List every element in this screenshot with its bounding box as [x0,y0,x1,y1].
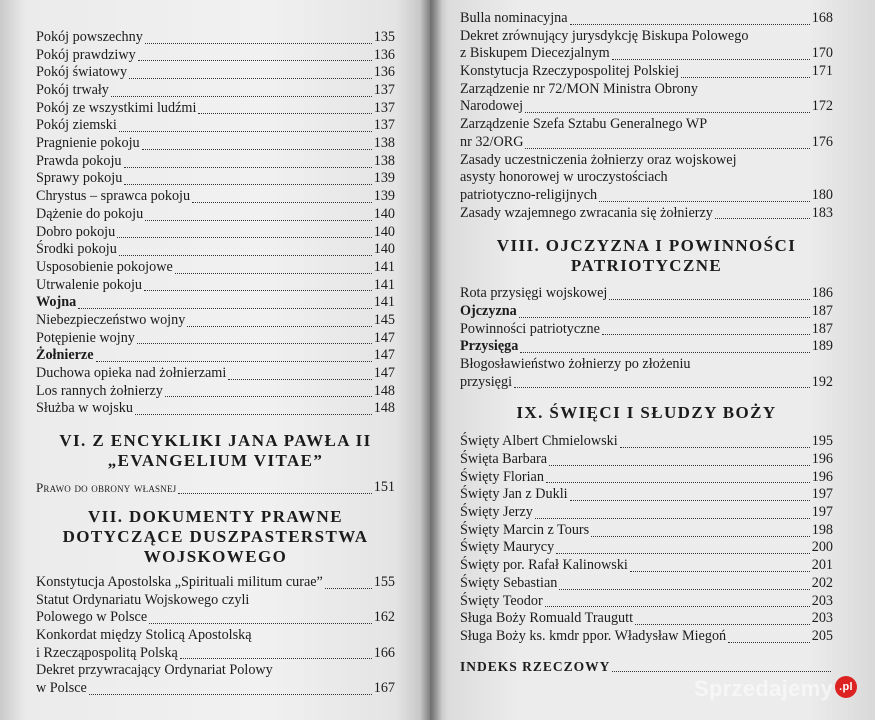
toc-entry-page: 186 [811,285,833,302]
toc-entry [36,365,395,383]
toc-entry-title: Chrystus – sprawca pokoju [36,188,191,205]
toc-entry [36,294,395,312]
watermark-badge: .pl [835,676,857,698]
dot-leader [630,563,810,572]
toc-entry [36,188,395,206]
section-8-heading-line2: PATRIOTYCZNE [570,256,723,276]
toc-entry-title: Zasady wzajemnego zwracania się żołnierzy [460,204,713,221]
dot-leader [228,371,371,380]
toc-entry-page: 147 [373,329,395,346]
toc-entry-title: i Rzecząpospolitą Polską [36,644,178,661]
toc-entry-last-line [460,45,833,63]
dot-leader [180,650,372,659]
dot-leader [198,105,371,114]
toc-entry-page: 140 [373,241,395,258]
toc-entry [460,610,833,628]
left-column [36,29,395,698]
dot-leader [178,485,371,494]
toc-entry-page: 171 [811,63,833,80]
toc-entry [460,63,833,81]
section-6-list [36,479,395,497]
toc-entry-title-line: Zarządzenie nr 72/MON Ministra Obrony [460,80,698,97]
dot-leader [715,210,810,219]
toc-entry-page: 183 [811,204,833,221]
toc-entry-page: 138 [373,135,395,152]
toc-entry [460,486,833,504]
toc-entry-title: Pokój powszechny [36,28,143,45]
dot-leader [124,159,372,168]
toc-entry-title: Duchowa opieka nad żołnierzami [36,365,227,382]
dot-leader [119,247,372,256]
toc-entry-title-line: Dekret przywracający Ordynariat Polowy [36,662,273,679]
toc-entry-title: Święty Jan z Dukli [460,486,568,503]
section-7-heading-line3: WOJSKOWEGO [143,546,288,566]
watermark-text: Sprzedajemy [693,676,833,701]
left-page [0,0,430,720]
toc-entry-title: Święty Maurycy [460,539,555,556]
toc-entry-page: 189 [811,338,833,355]
dot-leader [138,52,372,61]
dot-leader [602,326,810,335]
dot-leader [535,510,810,519]
toc-entry-page: 197 [811,504,833,521]
toc-entry-title: Przysięga [460,338,519,355]
toc-entry [36,383,395,401]
toc-entry-title: Usposobienie pokojowe [36,258,173,275]
toc-entry-title: INDEKS RZECZOWY [460,658,611,674]
toc-entry-last-line [36,574,395,592]
toc-entry-title: Powinności patriotyczne [460,320,600,337]
toc-entry [460,81,833,116]
dot-leader [545,598,810,607]
toc-entry-title: Wojna [36,294,77,311]
toc-entry-last-line [36,680,395,698]
toc-entry [460,338,833,356]
toc-entry [460,433,833,451]
section-7-list [36,574,395,698]
toc-entry-last-line [460,374,833,392]
toc-entry-page: 147 [373,365,395,382]
toc-entry-title: Święty por. Rafał Kalinowski [460,557,628,574]
toc-entry [36,400,395,418]
toc-entry-page: 147 [373,347,395,364]
toc-entry [460,522,833,540]
toc-entry [36,330,395,348]
toc-entry-page: 137 [373,99,395,116]
toc-entry [36,153,395,171]
toc-entry-title: Konstytucja Apostolska „Spirituali militum curae” [36,573,323,590]
toc-entry-title: Święty Teodor [460,592,543,609]
dot-leader [556,545,810,554]
dot-leader [620,439,810,448]
toc-entry-page: 187 [811,302,833,319]
section-7-heading-line2: DOTYCZĄCE DUSZPASTERSTWA [62,526,369,546]
toc-entry [460,10,833,28]
toc-entry-title: Pokój prawdziwy [36,46,136,63]
toc-entry-page: 196 [811,468,833,485]
toc-entry-title: Święty Marcin z Tours [460,521,590,538]
toc-entry-last-line [36,645,395,663]
toc-entry-title: patriotyczno-religijnych [460,186,598,203]
toc-entry-title-line: Konkordat między Stolicą Apostolską [36,626,252,643]
dot-leader [78,300,372,309]
dot-leader [149,615,372,624]
toc-entry-title-line: Zasady uczestniczenia żołnierzy oraz wojskowej [460,151,737,168]
dot-leader [549,457,810,466]
dot-leader [519,309,810,318]
toc-entry-page: 139 [373,188,395,205]
toc-entry-page: 202 [811,574,833,591]
dot-leader [129,70,372,79]
section-9-heading [460,403,833,423]
toc-entry-page: 167 [373,679,395,696]
toc-entry [36,47,395,65]
toc-entry [460,285,833,303]
toc-entry [36,277,395,295]
dot-leader [96,353,372,362]
toc-entry [36,64,395,82]
toc-entry-title-line: Zarządzenie Szefa Sztabu Generalnego WP [460,116,708,133]
toc-entry-page: 201 [811,557,833,574]
toc-entry-page: 203 [811,610,833,627]
toc-entry-title: Dążenie do pokoju [36,205,144,222]
toc-entry-title: Służba w wojsku [36,400,133,417]
toc-entry-title: Święty Florian [460,468,544,485]
toc-entry [36,224,395,242]
toc-entry-last-line [460,285,833,303]
toc-entry-page: 141 [373,276,395,293]
toc-entry-last-line [460,187,833,205]
toc-entry-page: 148 [373,400,395,417]
toc-entry-page: 135 [373,28,395,45]
toc-entry [460,356,833,391]
dot-leader [612,663,831,672]
toc-entry [36,312,395,330]
toc-entry-title: w Polsce [36,679,87,696]
toc-entry-title: Potępienie wojny [36,329,135,346]
section-9-heading-line1: IX. ŚWIĘCI I SŁUDZY BOŻY [516,403,777,423]
toc-entry-title: Święty Albert Chmielowski [460,433,618,450]
toc-entry-page: 148 [373,382,395,399]
toc-entry-title: Los rannych żołnierzy [36,382,163,399]
toc-entry-page: 187 [811,320,833,337]
toc-entry-page: 203 [811,592,833,609]
dot-leader [559,581,809,590]
dot-leader [187,318,371,327]
toc-entry-page: 155 [373,573,395,590]
dot-leader [119,123,372,132]
toc-entry [460,205,833,223]
dot-leader [570,16,810,25]
dot-leader [546,474,810,483]
index-entry [460,658,833,676]
toc-entry-page: 151 [373,479,395,496]
toc-entry-page: 176 [811,133,833,150]
toc-entry-page: 140 [373,223,395,240]
toc-entry [36,171,395,189]
toc-entry [460,557,833,575]
toc-entry-title: Sługa Boży Romuald Traugutt [460,610,634,627]
toc-entry [36,206,395,224]
toc-entry [460,540,833,558]
toc-entry [36,574,395,592]
dot-leader [175,265,372,274]
toc-entry-title: Bulla nominacyjna [460,9,568,26]
toc-entry [460,116,833,151]
toc-entry-page: 136 [373,64,395,81]
toc-entry-title-line: Błogosławieństwo żołnierzy po złożeniu [460,356,691,372]
toc-entry-title: Święty Sebastian [460,574,558,591]
watermark [694,676,857,702]
left-toc-list [36,29,395,418]
toc-entry-title: Prawo do obrony własnej [36,480,177,496]
toc-entry-title: Święta Barbara [460,451,548,468]
toc-entry-last-line [460,338,833,356]
dot-leader [144,282,372,291]
dot-leader [525,104,810,113]
section-8-list [460,285,833,391]
toc-entry [36,117,395,135]
dot-leader [145,35,372,44]
dot-leader [612,51,810,60]
toc-entry-page: 180 [811,186,833,203]
toc-entry [36,82,395,100]
toc-entry-title: Żołnierze [36,347,94,364]
right-page [430,0,875,720]
toc-entry-page: 141 [373,258,395,275]
section-6-heading-line2: „EVANGELIUM VITAE” [107,451,324,471]
toc-entry [460,451,833,469]
dot-leader [520,344,809,353]
toc-entry-title: Sprawy pokoju [36,170,123,187]
toc-entry-page: 195 [811,433,833,450]
toc-entry-title: Prawda pokoju [36,152,122,169]
toc-entry-title: Utrwalenie pokoju [36,276,142,293]
dot-leader [89,686,372,695]
dot-leader [165,388,372,397]
toc-entry-index [460,658,833,676]
toc-entry-page: 197 [811,486,833,503]
toc-entry-page: 196 [811,451,833,468]
toc-entry-title: Niebezpieczeństwo wojny [36,311,186,328]
toc-entry [36,241,395,259]
toc-entry-title: Dobro pokoju [36,223,116,240]
toc-entry-page: 145 [373,311,395,328]
toc-entry-page: 137 [373,82,395,99]
dot-leader [142,141,372,150]
toc-entry [460,628,833,646]
toc-entry-title: z Biskupem Diecezjalnym [460,45,610,62]
dot-leader [525,140,809,149]
dot-leader [591,528,810,537]
toc-entry-title: Środki pokoju [36,241,117,258]
toc-entry [460,469,833,487]
right-toc-list [460,10,833,222]
dot-leader [135,406,372,415]
toc-entry-page: 136 [373,46,395,63]
toc-entry-page: 198 [811,521,833,538]
section-8-heading [460,236,833,276]
toc-entry-title: Konstytucja Rzeczypospolitej Polskiej [460,63,680,80]
toc-entry-title: Narodowej [460,98,524,115]
toc-entry [460,575,833,593]
toc-entry-page: 138 [373,152,395,169]
toc-entry-page: 139 [373,170,395,187]
dot-leader [599,193,810,202]
toc-entry-title: Święty Jerzy [460,504,533,521]
section-7-heading [36,507,395,567]
toc-entry [460,593,833,611]
toc-entry-page: 137 [373,117,395,134]
toc-entry-title: Pokój trwały [36,82,109,99]
toc-entry [36,479,395,497]
toc-entry-last-line [460,134,833,152]
toc-entry [36,662,395,697]
dot-leader [325,580,372,589]
dot-leader [514,379,810,388]
toc-entry-page: 172 [811,98,833,115]
toc-entry [36,135,395,153]
toc-entry-last-line [460,10,833,28]
dot-leader [728,634,810,643]
dot-leader [192,194,372,203]
toc-entry-title: Polowego w Polsce [36,609,148,626]
section-6-heading [36,431,395,471]
section-9-list [460,433,833,645]
toc-entry-title: Pokój ze wszystkimi ludźmi [36,99,197,116]
section-8-heading-line1: VIII. OJCZYZNA I POWINNOŚCI [496,236,797,256]
toc-entry-page: 162 [373,609,395,626]
toc-entry [36,100,395,118]
toc-entry [36,592,395,627]
toc-entry-page: 192 [811,373,833,390]
toc-entry-page: 141 [373,294,395,311]
toc-entry-title: przysięgi [460,373,513,390]
toc-entry-last-line [460,205,833,223]
toc-entry-title: Pokój światowy [36,64,128,81]
section-6-heading-line1: VI. Z ENCYKLIKI JANA PAWŁA II [59,431,372,451]
toc-entry-last-line [460,98,833,116]
toc-entry-title-line: asysty honorowej w uroczystościach [460,169,668,186]
toc-entry-title: nr 32/ORG [460,133,524,150]
toc-entry-last-line [460,303,833,321]
toc-entry [460,504,833,522]
toc-entry-page: 200 [811,539,833,556]
toc-entry [36,259,395,277]
toc-entry-title: Pokój ziemski [36,117,117,134]
toc-entry [460,321,833,339]
toc-entry-title-line: Statut Ordynariatu Wojskowego czyli [36,591,250,608]
toc-entry-title-line: Dekret zrównujący jurysdykcję Biskupa Polowego [460,27,749,44]
toc-entry-title: Pragnienie pokoju [36,135,140,152]
toc-entry-last-line [36,609,395,627]
book-gutter-shadow [420,0,442,720]
dot-leader [124,176,371,185]
right-column [460,10,833,675]
dot-leader [111,88,372,97]
toc-entry [36,347,395,365]
dot-leader [117,229,372,238]
toc-entry-page: 205 [811,627,833,644]
dot-leader [635,616,810,625]
toc-entry [36,627,395,662]
toc-entry-last-line [460,63,833,81]
toc-entry [460,303,833,321]
dot-leader [609,291,809,300]
toc-entry-page: 140 [373,205,395,222]
toc-entry-page: 166 [373,644,395,661]
toc-entry-last-line [460,321,833,339]
toc-entry-title: Sługa Boży ks. kmdr ppor. Władysław Miegoń [460,627,727,644]
toc-entry-title: Ojczyzna [460,302,517,319]
dot-leader [570,492,810,501]
dot-leader [145,212,372,221]
toc-entry-page: 170 [811,45,833,62]
dot-leader [681,69,810,78]
section-7-heading-line1: VII. DOKUMENTY PRAWNE [88,506,343,526]
toc-entry-page: 168 [811,9,833,26]
toc-entry-title: Rota przysięgi wojskowej [460,285,608,302]
dot-leader [137,335,372,344]
toc-entry [36,29,395,47]
toc-entry [460,152,833,205]
toc-entry [460,28,833,63]
